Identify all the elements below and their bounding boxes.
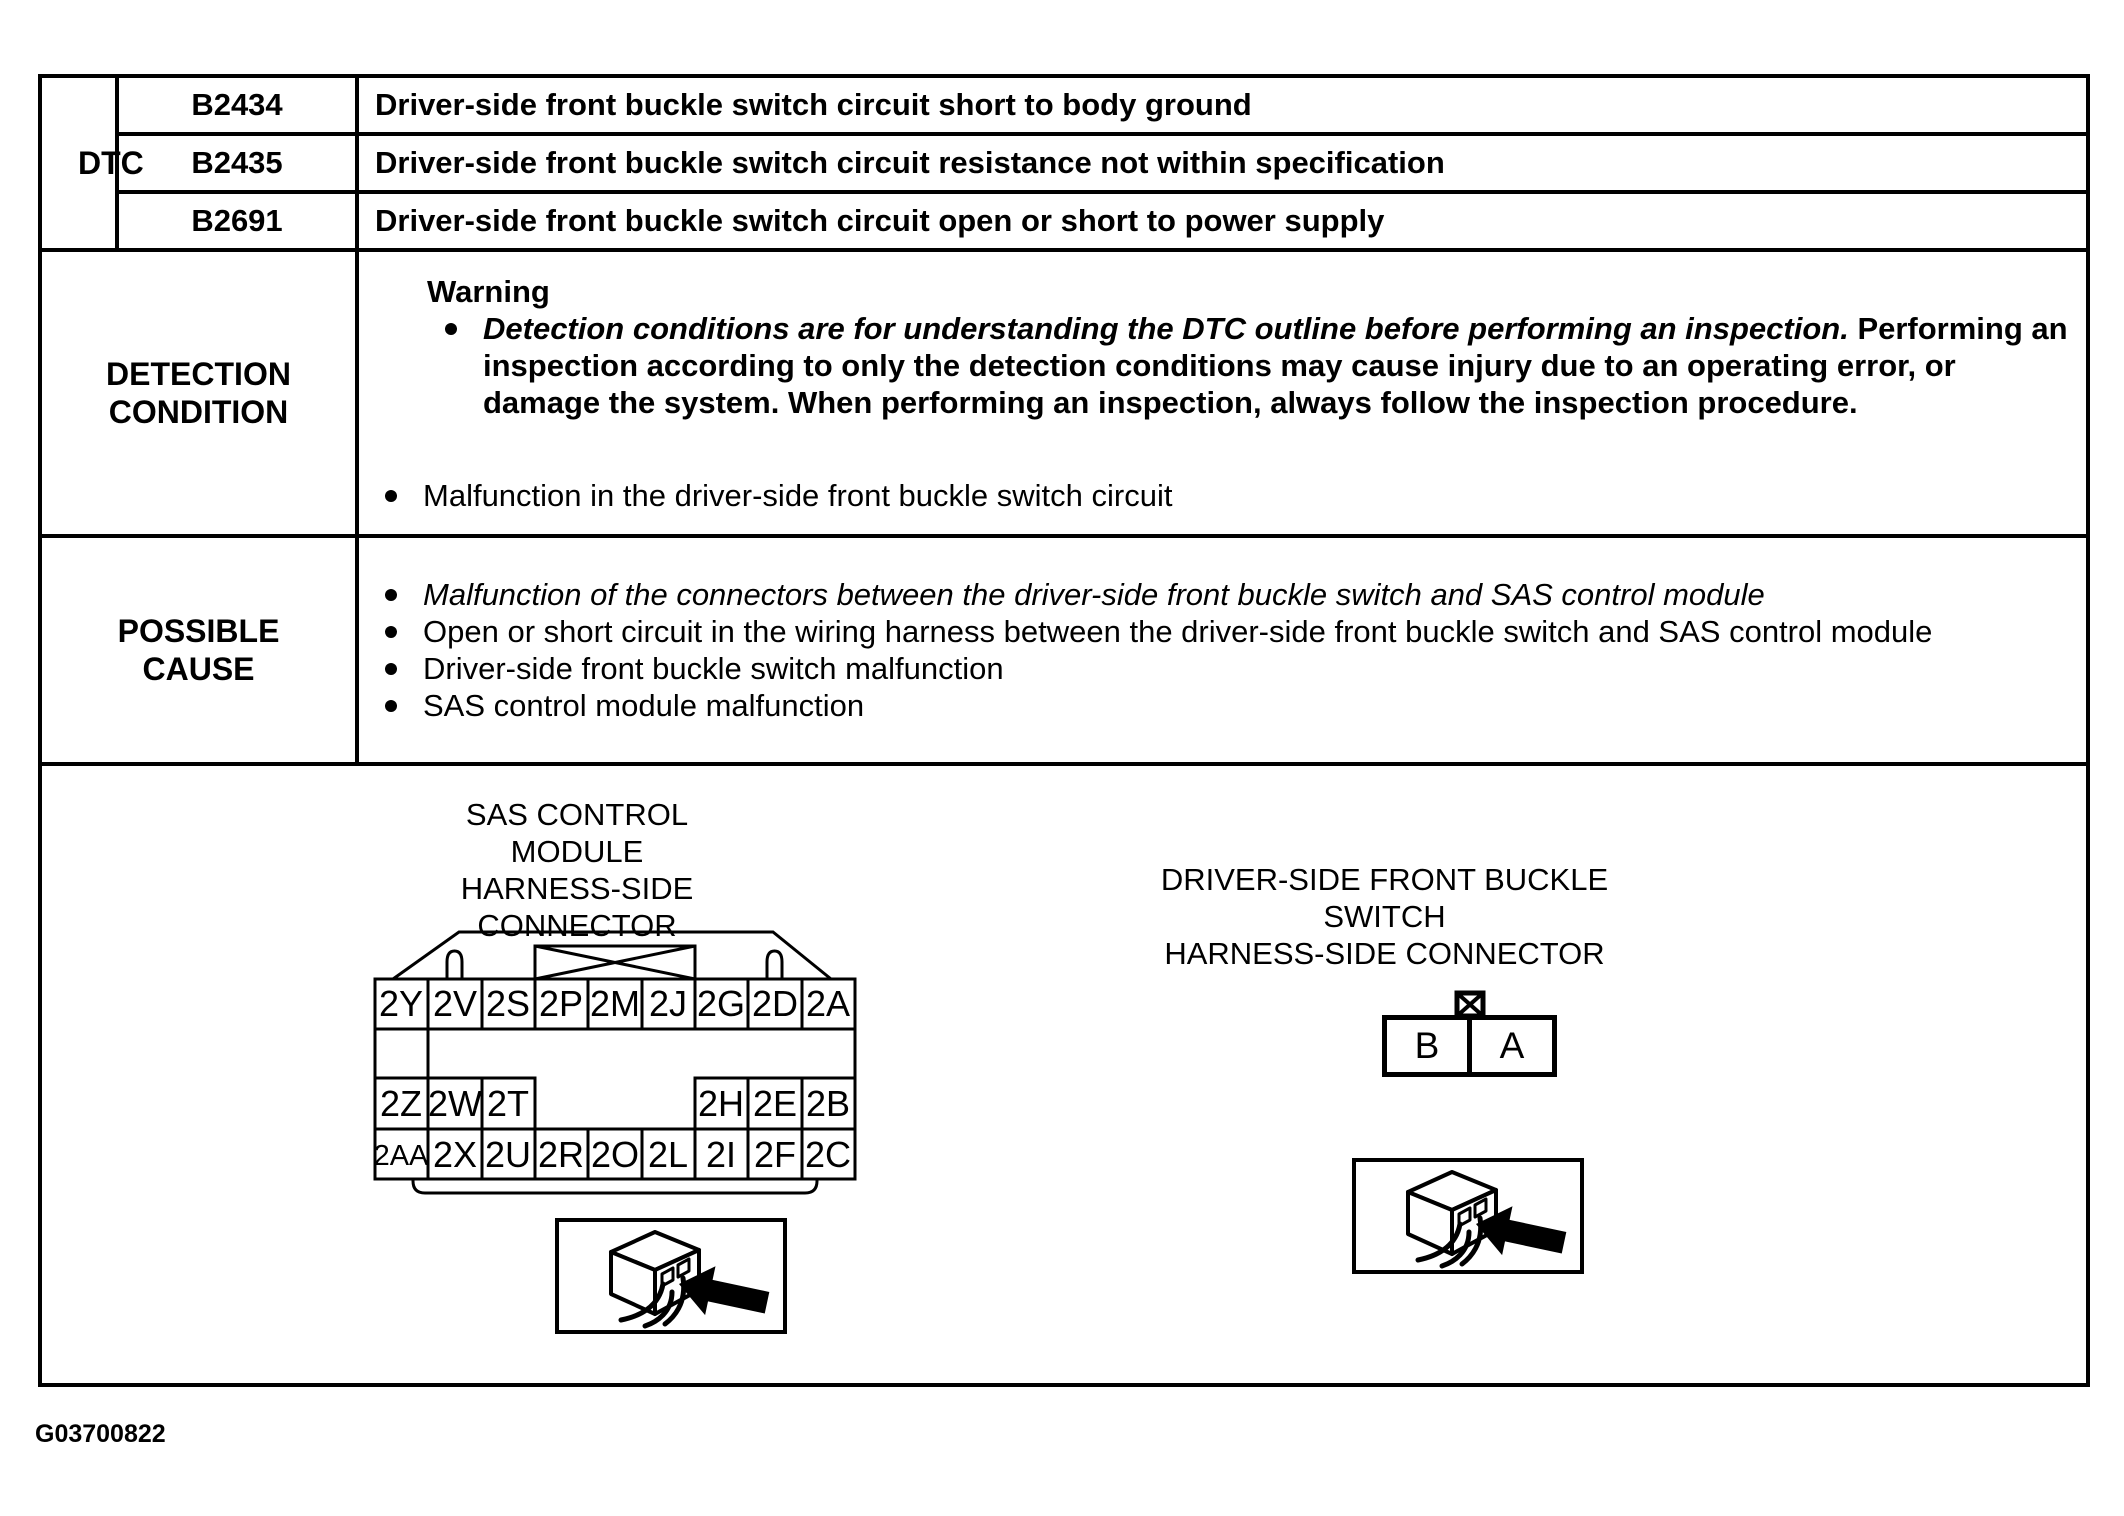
dtc-header-label: DTC — [40, 76, 117, 250]
pin-label: 2G — [696, 983, 746, 1024]
pin-label: 2W — [428, 1083, 482, 1124]
warning-title: Warning — [427, 273, 550, 309]
possible-cause-content — [357, 536, 2088, 764]
diagram-cell — [40, 764, 2088, 1385]
pin-cell — [588, 979, 642, 1029]
pin-cell — [482, 1078, 535, 1129]
table-row — [40, 764, 2088, 1385]
pin-label: 2V — [432, 983, 478, 1024]
bullet-dot-icon — [385, 589, 397, 601]
dtc-code: B2434 — [117, 76, 357, 134]
pin-cell — [802, 1078, 855, 1129]
connector-with-arrow-icon — [559, 1222, 783, 1330]
pin-label: 2L — [647, 1134, 689, 1175]
pin-cell — [375, 1078, 428, 1129]
pin-cell — [428, 979, 482, 1029]
pin-cell — [695, 1129, 748, 1179]
pin-label: 2M — [589, 983, 641, 1024]
pin-cell — [748, 1129, 802, 1179]
sas-connector-diagram — [373, 926, 857, 1196]
pin-cell — [482, 979, 535, 1029]
pin-cell — [375, 979, 428, 1029]
possible-cause-label: POSSIBLE CAUSE — [40, 536, 357, 764]
detection-bullet: Malfunction in the driver-side front buckle switch circuit — [385, 477, 2078, 514]
dtc-description: Driver-side front buckle switch circuit open or short to power supply — [357, 192, 2088, 250]
pin-label: 2R — [537, 1134, 585, 1175]
pin-label: 2AA — [373, 1140, 429, 1172]
pin-label: 2P — [538, 983, 584, 1024]
pin-cell — [748, 1078, 802, 1129]
pin-label: 2E — [752, 1083, 798, 1124]
pin-label: 2U — [484, 1134, 532, 1175]
pin-label: 2T — [486, 1083, 530, 1124]
possible-cause-bullet: SAS control module malfunction — [385, 687, 2078, 724]
connector-diagram-area — [42, 766, 2086, 1383]
dtc-description: Driver-side front buckle switch circuit resistance not within specification — [357, 134, 2088, 192]
possible-cause-bullet: Open or short circuit in the wiring harness between the driver-side front buckle switch and SAS control module — [385, 613, 2078, 650]
detection-condition-label: DETECTION CONDITION — [40, 250, 357, 536]
pin-label: 2C — [804, 1134, 852, 1175]
pin-cell — [535, 979, 588, 1029]
bullet-dot-icon — [385, 490, 397, 502]
warning-text: Detection conditions are for understanding the DTC outline before performing an inspection. Performing an inspection according to only the detection conditions may cause injury due to an operating error, or damage the system. When performing an inspection, always follow the inspection procedure. — [483, 310, 2068, 420]
pin-label: 2J — [648, 983, 688, 1024]
pin-label: 2X — [432, 1134, 478, 1175]
pin-label: 2S — [485, 983, 531, 1024]
keyway-crossed-box — [535, 946, 695, 979]
bullet-dot-icon — [385, 700, 397, 712]
pin-label: 2Y — [378, 983, 424, 1024]
warning-bullet — [445, 310, 2078, 421]
connector-with-arrow-icon — [1356, 1162, 1580, 1270]
buckle-connector-diagram — [1382, 990, 1564, 1082]
pin-cell — [642, 979, 695, 1029]
pin-label: 2B — [805, 1083, 851, 1124]
connector-photo-icon — [1352, 1158, 1584, 1274]
buckle-connector-title: DRIVER-SIDE FRONT BUCKLE SWITCH HARNESS-SIDE CONNECTOR — [1160, 862, 1609, 971]
pin-label: 2O — [590, 1134, 640, 1175]
pin-label: 2I — [705, 1134, 737, 1175]
bullet-dot-icon — [385, 626, 397, 638]
pin-cell — [802, 1129, 855, 1179]
possible-cause-bullet: Malfunction of the connectors between the driver-side front buckle switch and SAS control module — [385, 576, 2078, 613]
pin-cell — [802, 979, 855, 1029]
pin-cell — [535, 1129, 588, 1179]
dtc-code: B2435 — [117, 134, 357, 192]
pin-label: 2H — [697, 1083, 745, 1124]
connector-photo-icon — [555, 1218, 787, 1334]
figure-id: G03700822 — [35, 1420, 166, 1448]
table-row — [40, 76, 2088, 134]
dtc-description: Driver-side front buckle switch circuit short to body ground — [357, 76, 2088, 134]
pin-cell — [374, 1129, 429, 1179]
possible-cause-bullet: Driver-side front buckle switch malfunction — [385, 650, 2078, 687]
dtc-code: B2691 — [117, 192, 357, 250]
pin-cell: A — [1472, 1015, 1557, 1077]
pin-cell — [748, 979, 802, 1029]
dtc-table — [38, 74, 2090, 1387]
table-row — [40, 250, 2088, 536]
sas-connector-title: SAS CONTROL MODULE HARNESS-SIDE CONNECTOR — [460, 797, 694, 943]
table-row — [40, 134, 2088, 192]
pin-cell — [482, 1129, 535, 1179]
pin-cell — [695, 979, 748, 1029]
pin-label: 2Z — [379, 1083, 423, 1124]
pin-cell: B — [1382, 1015, 1472, 1077]
table-row — [40, 192, 2088, 250]
pin-label: 2A — [805, 983, 851, 1024]
pin-cell — [642, 1129, 695, 1179]
pin-cell — [428, 1078, 482, 1129]
bullet-dot-icon — [445, 323, 457, 335]
pin-cell — [428, 1129, 482, 1179]
pin-cell — [695, 1078, 748, 1129]
pin-cell — [588, 1129, 642, 1179]
bullet-dot-icon — [385, 663, 397, 675]
pin-label: 2D — [751, 983, 799, 1024]
table-row — [40, 536, 2088, 764]
pin-label: 2F — [753, 1134, 797, 1175]
detection-condition-content — [357, 250, 2088, 536]
